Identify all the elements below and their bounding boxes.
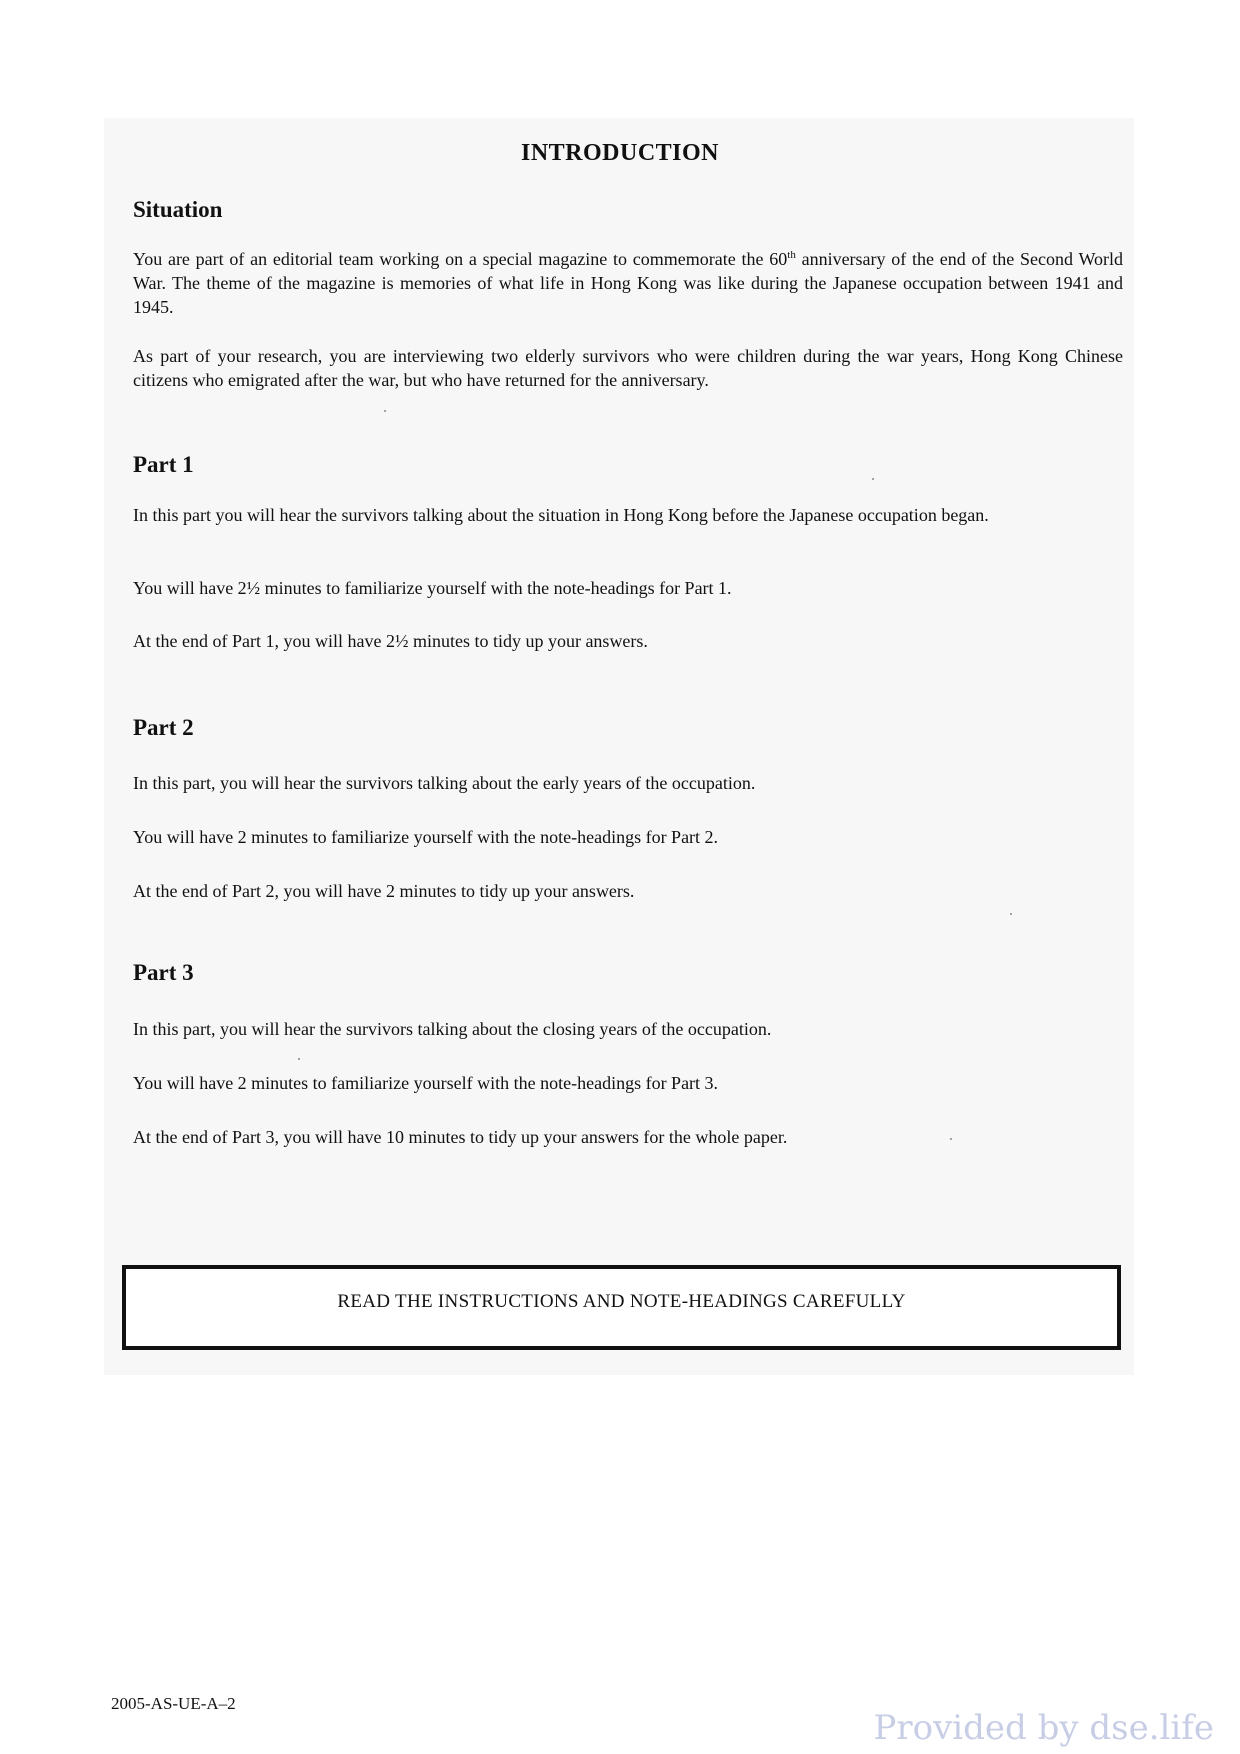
part-3-familiarize: You will have 2 minutes to familiarize yourself with the note-headings for Part 3. bbox=[133, 1073, 719, 1093]
ordinal-suffix: th bbox=[787, 249, 796, 261]
scan-speck bbox=[950, 1138, 952, 1140]
part-3-intro: In this part, you will hear the survivors talking about the closing years of the occupation. bbox=[133, 1019, 772, 1039]
notice-text: READ THE INSTRUCTIONS AND NOTE-HEADINGS CAREFULLY bbox=[337, 1290, 906, 1312]
situation-paragraph-1-continued: anniversary of the end of the Second World War. The theme of the magazine is memories of what life in Hong Kong was like during the Japanese occupation between 1941 and 1945. bbox=[133, 249, 1123, 317]
scan-speck bbox=[1010, 913, 1012, 915]
part-2-heading: Part 2 bbox=[133, 715, 194, 740]
part-1-intro: In this part you will hear the survivors talking about the situation in Hong Kong before the Japanese occupation began. bbox=[133, 505, 989, 525]
part-3-tidy: At the end of Part 3, you will have 10 minutes to tidy up your answers for the whole paper. bbox=[133, 1127, 788, 1147]
situation-paragraph-2: As part of your research, you are interviewing two elderly survivors who were children during the war years, Hong Kong Chinese citizens who emigrated after the war, but who have returned for the anniversary. bbox=[133, 346, 1123, 390]
part-1-heading: Part 1 bbox=[133, 452, 194, 477]
page-title: INTRODUCTION bbox=[520, 140, 720, 166]
situation-paragraph-1 bbox=[133, 247, 1123, 319]
scan-speck bbox=[384, 410, 386, 412]
scan-speck bbox=[298, 1058, 300, 1060]
situation-heading: Situation bbox=[133, 197, 223, 222]
part-1-tidy: At the end of Part 1, you will have 2½ minutes to tidy up your answers. bbox=[133, 631, 648, 651]
document-code: 2005-AS-UE-A–2 bbox=[111, 1694, 236, 1713]
notice-box bbox=[122, 1265, 1121, 1350]
watermark: Provided by dse.life bbox=[873, 1708, 1214, 1748]
scan-speck bbox=[872, 478, 874, 480]
situation-paragraph-1-text: You are part of an editorial team working on a special magazine to commemorate the 60 bbox=[133, 249, 788, 269]
part-2-tidy: At the end of Part 2, you will have 2 minutes to tidy up your answers. bbox=[133, 881, 635, 901]
part-1-familiarize: You will have 2½ minutes to familiarize yourself with the note-headings for Part 1. bbox=[133, 578, 732, 598]
part-3-heading: Part 3 bbox=[133, 960, 194, 985]
part-2-familiarize: You will have 2 minutes to familiarize yourself with the note-headings for Part 2. bbox=[133, 827, 719, 847]
part-2-intro: In this part, you will hear the survivors talking about the early years of the occupation. bbox=[133, 773, 756, 793]
